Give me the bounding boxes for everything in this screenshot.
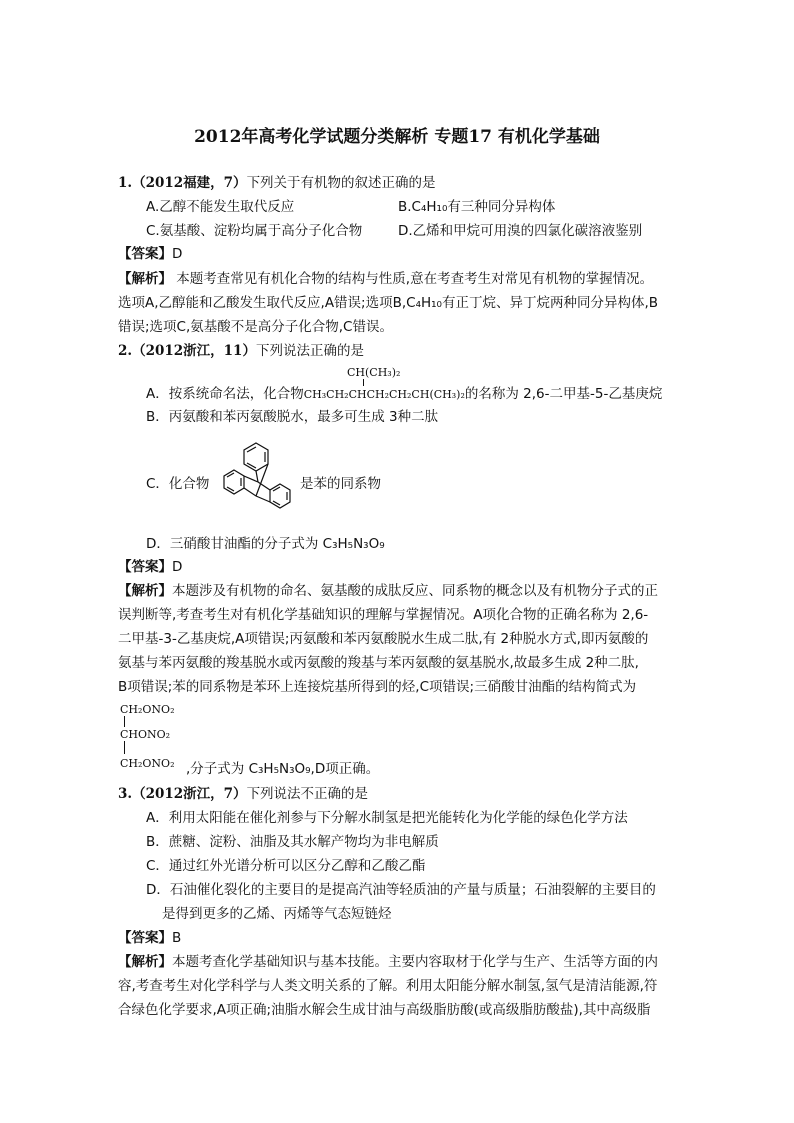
structure-line-3: CH₂ONO₂ [120, 757, 175, 770]
question-2-text: 下列说法正确的是 [255, 343, 364, 359]
q1-analysis-line-2: 选项A,乙醇能和乙酸发生取代反应,A错误;选项B,C₄H₁₀有正丁烷、异丁烷两种同分异构体,B [118, 295, 659, 311]
q3-answer [118, 929, 181, 947]
q2-analysis-line-4: 氨基与苯丙氨酸的羧基脱水或丙氨酸的羧基与苯丙氨酸的氨基脱水,故最多生成 2种二肽, [118, 655, 639, 671]
structure-line-2: CHONO₂ [120, 728, 171, 741]
question-2-stem [118, 342, 364, 360]
q1-option-d: D.乙烯和甲烷可用溴的四氯化碳溶液鉴别 [398, 223, 643, 239]
q3-analysis-line-2: 容,考查考生对化学科学与人类文明关系的了解。利用太阳能分解水制氢,氢气是清洁能源,符 [118, 978, 658, 994]
q2-option-a-suffix: 的名称为 2,6-二甲基-5-乙基庚烷 [464, 386, 663, 402]
q2-analysis-line-1 [118, 582, 658, 600]
q2-option-d: D．三硝酸甘油酯的分子式为 C₃H₅N₃O₉ [146, 536, 385, 552]
analysis-label: 【解析】 [118, 954, 172, 970]
analysis-label: 【解析】 [118, 271, 172, 287]
question-1-text: 下列关于有机物的叙述正确的是 [246, 175, 436, 191]
q2-answer [118, 558, 182, 576]
question-1-number: 1.（2012福建，7） [118, 175, 247, 191]
q2-option-a [146, 385, 662, 404]
q1-answer [118, 245, 182, 263]
q2-analysis-line-5: B项错误;苯的同系物是苯环上连接烷基所得到的烃,C项错误;三硝酸甘油酯的结构简式为 [118, 679, 637, 695]
q3-option-b: B．蔗糖、淀粉、油脂及其水解产物均为非电解质 [146, 834, 439, 850]
molecule-structure-image [216, 438, 300, 518]
q3-analysis-line-1 [118, 953, 658, 971]
q3-option-c: C．通过红外光谱分析可以区分乙醇和乙酸乙酯 [146, 858, 426, 874]
structure-bond-2 [124, 741, 125, 754]
structure-line-1: CH₂ONO₂ [120, 703, 175, 716]
analysis-text: 本题考查常见有机化合物的结构与性质,意在考查考生对常见有机物的掌握情况。 [172, 271, 654, 287]
q1-option-b: B.C₄H₁₀有三种同分异构体 [398, 199, 556, 215]
answer-value: D [172, 246, 183, 262]
q1-analysis-line-1 [118, 270, 653, 288]
answer-label: 【答案】 [118, 559, 172, 575]
q1-option-a: A.乙醇不能发生取代反应 [146, 199, 295, 215]
q2-analysis-line-2: 误判断等,考查考生对有机化学基础知识的理解与掌握情况。A项化合物的正确名称为 2,6- [118, 607, 649, 623]
condensed-formula: CH₃CH₂CHCH₂CH₂CH(CH₃)₂ [303, 388, 465, 401]
q3-option-d-line-1: D．石油催化裂化的主要目的是提高汽油等轻质油的产量与质量；石油裂解的主要目的 [146, 882, 656, 898]
question-3-number: 3.（2012浙江，7） [118, 786, 247, 802]
question-1-stem [118, 174, 436, 192]
page-title: 2012年高考化学试题分类解析 专题17 有机化学基础 [194, 127, 600, 147]
q2-option-c-suffix: 是苯的同系物 [300, 476, 381, 492]
q3-analysis-line-3: 合绿色化学要求,A项正确;油脂水解会生成甘油与高级脂肪酸(或高级脂肪酸盐),其中高级脂 [118, 1002, 651, 1018]
q3-option-d-line-2: 是得到更多的乙烯、丙烯等气态短链烃 [162, 906, 392, 922]
q2-analysis-line-3: 二甲基-3-乙基庚烷,A项错误;丙氨酸和苯丙氨酸脱水生成二肽,有 2种脱水方式,即丙氨酸的 [118, 631, 649, 647]
answer-value: D [172, 559, 183, 575]
analysis-text: 本题考查化学基础知识与基本技能。主要内容取材于化学与生产、生活等方面的内 [172, 954, 658, 970]
q3-option-a: A．利用太阳能在催化剂参与下分解水制氢是把光能转化为化学能的绿色化学方法 [146, 810, 628, 826]
q2-analysis-line-6: ,分子式为 C₃H₅N₃O₉,D项正确。 [186, 761, 380, 777]
q2-option-b: B．丙氨酸和苯丙氨酸脱水，最多可生成 3种二肽 [146, 409, 439, 425]
answer-label: 【答案】 [118, 246, 172, 262]
question-3-text: 下列说法不正确的是 [246, 786, 369, 802]
q2-option-a-prefix: A．按系统命名法，化合物 [146, 386, 304, 402]
analysis-label: 【解析】 [118, 583, 172, 599]
q1-option-c: C.氨基酸、淀粉均属于高分子化合物 [146, 223, 363, 239]
branch-group-label: CH(CH₃)₂ [347, 366, 401, 379]
answer-value: B [172, 930, 182, 946]
analysis-text: 本题涉及有机物的命名、氨基酸的成肽反应、同系物的概念以及有机物分子式的正 [172, 583, 658, 599]
question-2-number: 2.（2012浙江，11） [118, 343, 256, 359]
answer-label: 【答案】 [118, 930, 172, 946]
question-3-stem [118, 785, 368, 803]
structure-bond-1 [124, 716, 125, 727]
q2-option-c-prefix: C．化合物 [146, 476, 210, 492]
q1-analysis-line-3: 错误;选项C,氨基酸不是高分子化合物,C错误。 [118, 319, 393, 335]
